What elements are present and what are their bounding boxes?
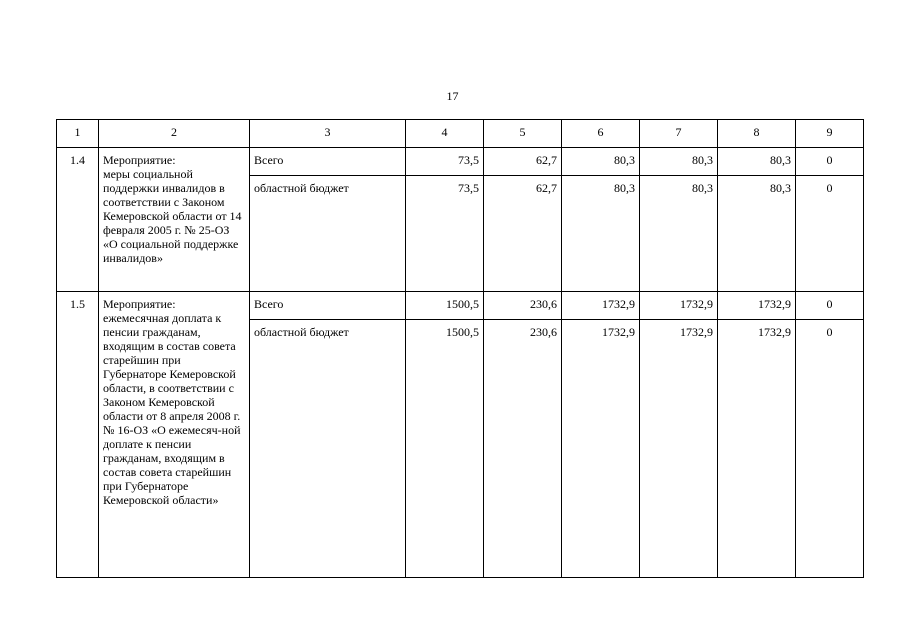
value-cell: 0	[796, 320, 864, 578]
header-cell: 2	[99, 120, 250, 148]
value-cell: 1500,5	[406, 292, 484, 320]
row-code: 1.5	[57, 292, 99, 578]
row-description-text: Мероприятие: ежемесячная доплата к пенсии гражданам, входящим в состав совета старейшин при Губернаторе Кемеровской области, в соответствии с Законом Кемеровской области от 8 апреля 2008 г. № 16-ОЗ «О ежемесяч-ной доплате к пенсии гражданам, входящим в состав совета старейшин при Губернаторе Кемеровской области»	[103, 297, 241, 507]
value-cell: 80,3	[562, 176, 640, 292]
value-cell: 1732,9	[562, 320, 640, 578]
header-cell: 7	[640, 120, 718, 148]
value-cell: 62,7	[484, 176, 562, 292]
value-cell: 0	[796, 148, 864, 176]
page-number: 17	[446, 89, 459, 103]
value-cell: 80,3	[718, 176, 796, 292]
table-header-row	[57, 120, 864, 148]
value-cell: 1732,9	[640, 320, 718, 578]
value-cell: 80,3	[562, 148, 640, 176]
header-cell: 8	[718, 120, 796, 148]
value-cell: 1732,9	[562, 292, 640, 320]
value-cell: 230,6	[484, 320, 562, 578]
value-cell: 0	[796, 176, 864, 292]
header-cell: 3	[250, 120, 406, 148]
value-cell: 73,5	[406, 148, 484, 176]
header-cell: 5	[484, 120, 562, 148]
table-row	[57, 292, 864, 320]
value-cell: 1732,9	[718, 320, 796, 578]
header-cell: 6	[562, 120, 640, 148]
funding-label: Всего	[250, 148, 406, 176]
row-code: 1.4	[57, 148, 99, 292]
row-description	[99, 148, 250, 292]
value-cell: 230,6	[484, 292, 562, 320]
header-cell: 9	[796, 120, 864, 148]
value-cell: 80,3	[718, 148, 796, 176]
value-cell: 1500,5	[406, 320, 484, 578]
funding-label: областной бюджет	[250, 320, 406, 578]
value-cell: 0	[796, 292, 864, 320]
table-row	[57, 148, 864, 176]
row-description	[99, 292, 250, 578]
value-cell: 80,3	[640, 148, 718, 176]
value-cell: 62,7	[484, 148, 562, 176]
header-cell: 1	[57, 120, 99, 148]
value-cell: 1732,9	[718, 292, 796, 320]
row-description-text: Мероприятие: меры социальной поддержки инвалидов в соответствии с Законом Кемеровской области от 14 февраля 2005 г. № 25-ОЗ «О социальной поддержке инвалидов»	[103, 153, 242, 265]
funding-label: областной бюджет	[250, 176, 406, 292]
header-cell: 4	[406, 120, 484, 148]
value-cell: 73,5	[406, 176, 484, 292]
value-cell: 80,3	[640, 176, 718, 292]
value-cell: 1732,9	[640, 292, 718, 320]
budget-table	[56, 119, 864, 578]
funding-label: Всего	[250, 292, 406, 320]
